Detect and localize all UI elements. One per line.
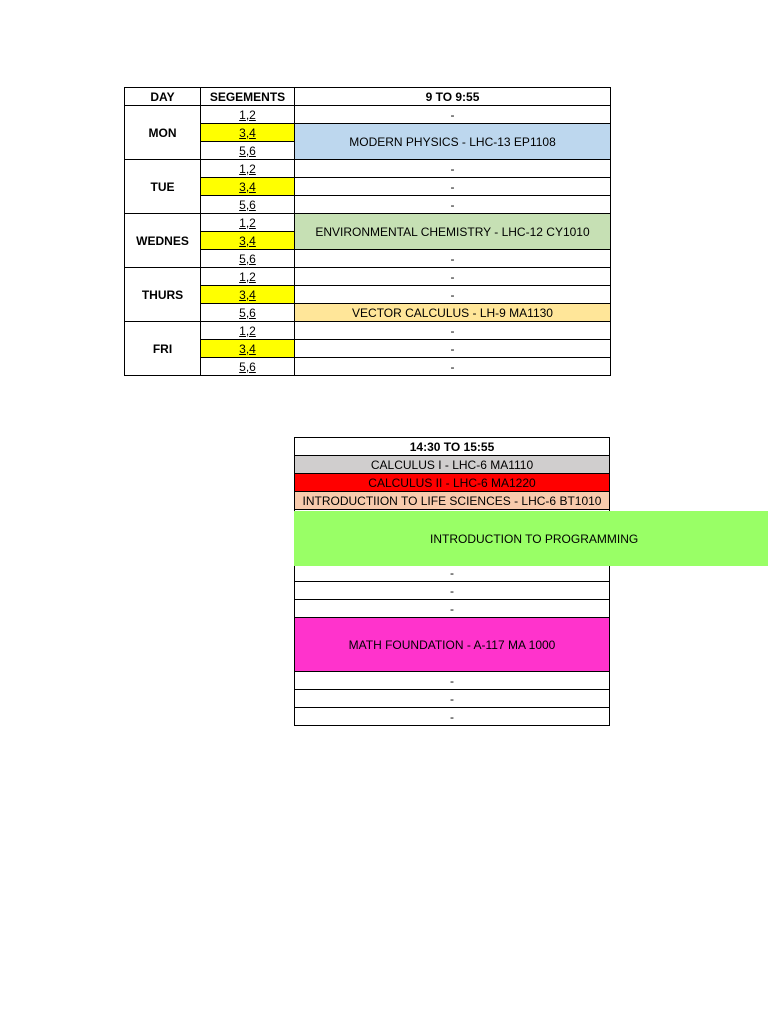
slot-cell: -: [295, 340, 611, 358]
slot-cell: -: [295, 268, 611, 286]
header-slot: 9 TO 9:55: [295, 88, 611, 106]
table-row: [295, 564, 610, 582]
table-row: [125, 268, 611, 286]
day-fri: FRI: [125, 322, 201, 376]
segment-cell: 1,2: [201, 160, 295, 178]
header-row: [125, 88, 611, 106]
morning-timetable: [124, 87, 611, 376]
slot-cell: -: [295, 250, 611, 268]
class-modern-physics: MODERN PHYSICS - LHC-13 EP1108: [295, 124, 611, 160]
header-day: DAY: [125, 88, 201, 106]
segment-cell: 5,6: [201, 304, 295, 322]
table-row: [295, 690, 610, 708]
segment-cell: 3,4: [201, 340, 295, 358]
table-row: [295, 456, 610, 474]
class-programming-banner: [294, 511, 768, 566]
slot-cell: -: [295, 286, 611, 304]
day-mon: MON: [125, 106, 201, 160]
slot-cell: -: [295, 160, 611, 178]
slot-cell: -: [295, 690, 610, 708]
segment-cell: 3,4: [201, 124, 295, 142]
table-row: [295, 582, 610, 600]
table-row: [295, 492, 610, 510]
slot-cell: -: [295, 582, 610, 600]
class-calculus-2: CALCULUS II - LHC-6 MA1220: [295, 474, 610, 492]
day-wed: WEDNES: [125, 214, 201, 268]
table-row: [125, 106, 611, 124]
class-vector-calculus: VECTOR CALCULUS - LH-9 MA1130: [295, 304, 611, 322]
class-math-foundation: MATH FOUNDATION - A-117 MA 1000: [295, 618, 610, 672]
table-row: [295, 708, 610, 726]
table-row: [295, 672, 610, 690]
class-life-sciences: INTRODUCTIION TO LIFE SCIENCES - LHC-6 BT1010: [295, 492, 610, 510]
slot-cell: -: [295, 672, 610, 690]
slot-cell: -: [295, 178, 611, 196]
segment-cell: 5,6: [201, 196, 295, 214]
segment-cell: 5,6: [201, 250, 295, 268]
segment-cell: 1,2: [201, 106, 295, 124]
table-row: [295, 600, 610, 618]
slot-cell: -: [295, 358, 611, 376]
segment-cell: 3,4: [201, 232, 295, 250]
slot-cell: -: [295, 708, 610, 726]
table-row: [125, 160, 611, 178]
day-thu: THURS: [125, 268, 201, 322]
header-row: [295, 438, 610, 456]
slot-cell: -: [295, 600, 610, 618]
class-env-chemistry: ENVIRONMENTAL CHEMISTRY - LHC-12 CY1010: [295, 214, 611, 250]
slot-cell: -: [295, 564, 610, 582]
segment-cell: 5,6: [201, 142, 295, 160]
class-calculus-1: CALCULUS I - LHC-6 MA1110: [295, 456, 610, 474]
segment-cell: 1,2: [201, 322, 295, 340]
slot-cell: -: [295, 106, 611, 124]
afternoon-timetable: [294, 437, 610, 726]
day-tue: TUE: [125, 160, 201, 214]
segment-cell: 1,2: [201, 214, 295, 232]
segment-cell: 3,4: [201, 178, 295, 196]
table-row: [125, 322, 611, 340]
slot-cell: -: [295, 196, 611, 214]
segment-cell: 3,4: [201, 286, 295, 304]
header-segments: SEGEMENTS: [201, 88, 295, 106]
slot-cell: -: [295, 322, 611, 340]
class-programming-label: INTRODUCTION TO PROGRAMMING: [430, 531, 639, 546]
table-row: [295, 618, 610, 672]
segment-cell: 1,2: [201, 268, 295, 286]
segment-cell: 5,6: [201, 358, 295, 376]
table-row: [295, 474, 610, 492]
header-afternoon-slot: 14:30 TO 15:55: [295, 438, 610, 456]
table-row: [125, 214, 611, 232]
